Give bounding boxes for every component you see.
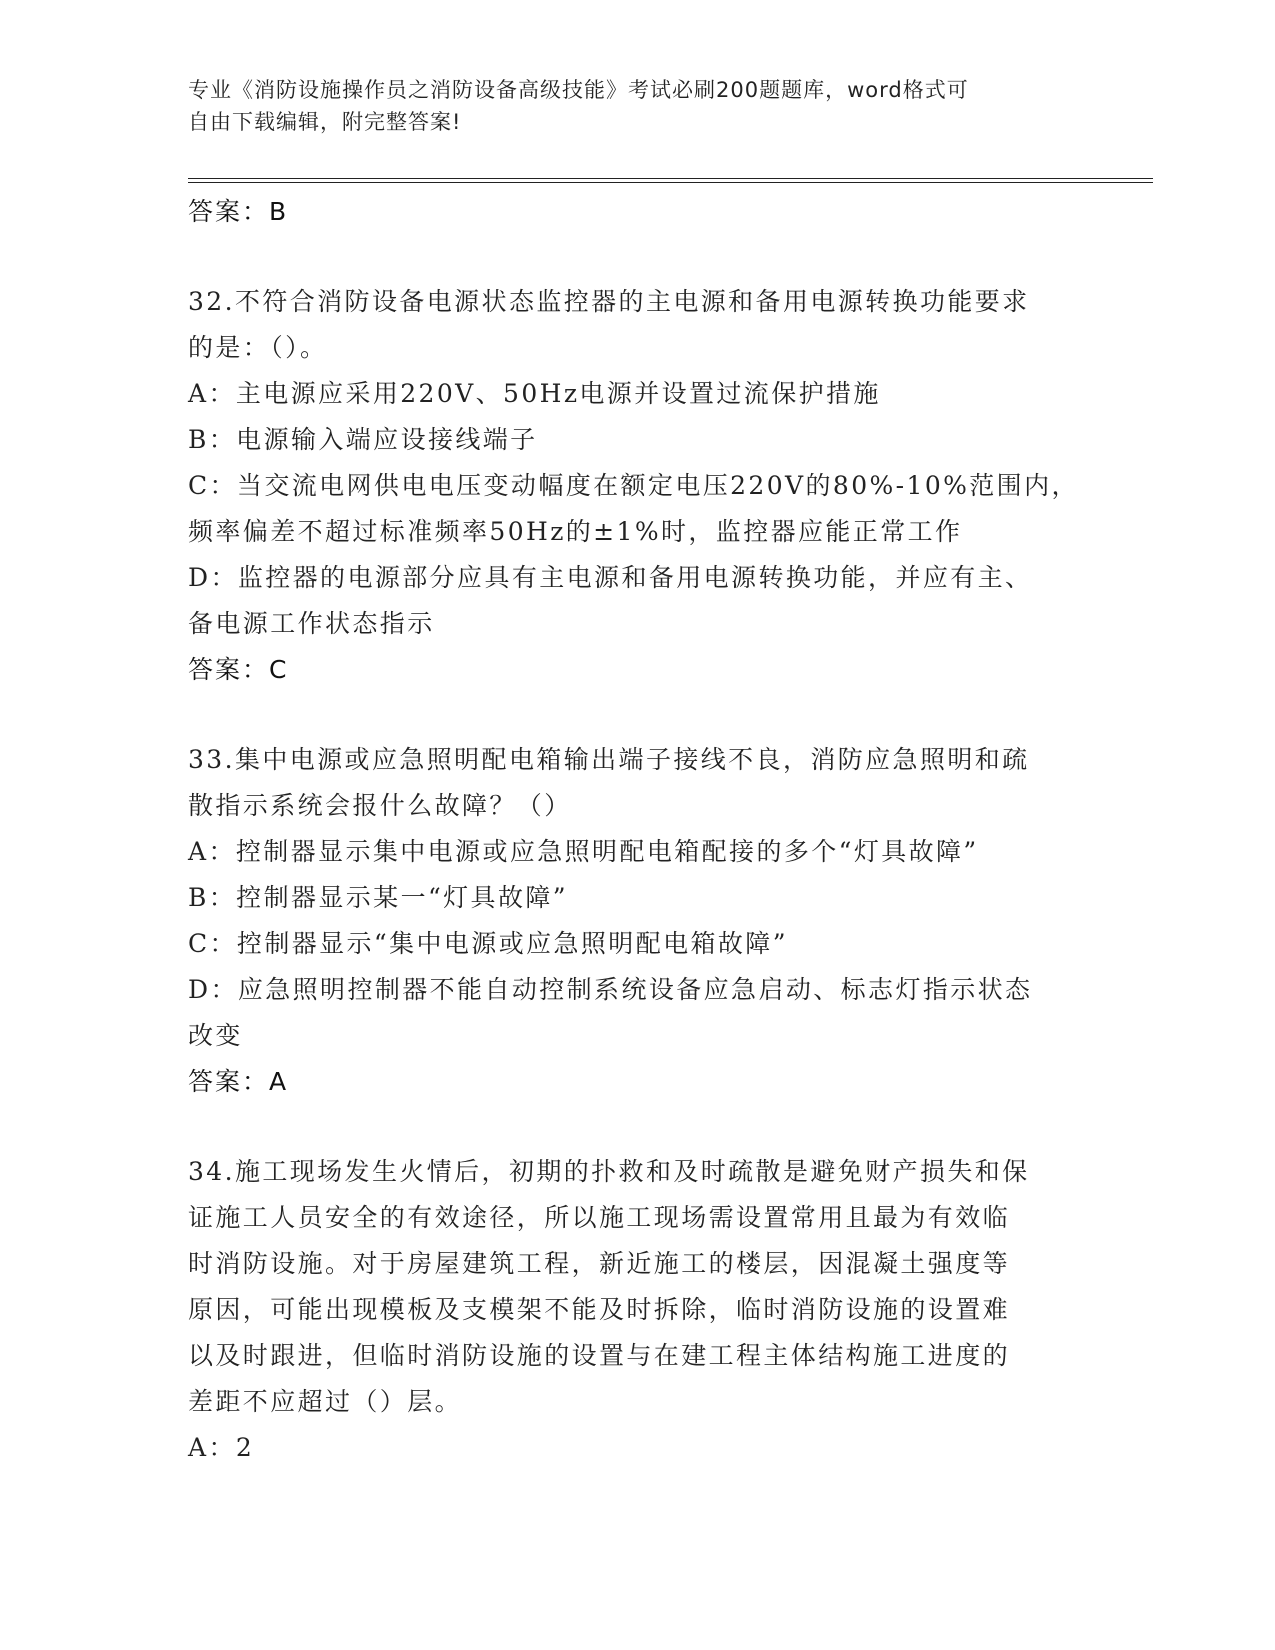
option-d-continued: 改变 [188, 1021, 243, 1050]
option-d-continued: 备电源工作状态指示 [188, 609, 435, 638]
option-a: A：主电源应采用220V、50Hz电源并设置过流保护措施 [188, 379, 881, 408]
question-stem-line: 以及时跟进，但临时消防设施的设置与在建工程主体结构施工进度的 [188, 1341, 1011, 1370]
option-c: C：当交流电网供电电压变动幅度在额定电压220V的80%-10%范围内， [188, 471, 1079, 500]
question-stem-line: 原因，可能出现模板及支模架不能及时拆除，临时消防设施的设置难 [188, 1295, 1011, 1324]
question-34 [188, 1149, 1088, 1471]
answer-label: 答案：C [188, 655, 289, 684]
spacer [188, 235, 1088, 279]
header-line-1: 专业《消防设施操作员之消防设备高级技能》考试必刷200题题库，word格式可 [188, 78, 969, 102]
question-content [188, 189, 1088, 1471]
option-a: A：控制器显示集中电源或应急照明配电箱配接的多个“灯具故障” [188, 837, 979, 866]
question-stem-line: 差距不应超过（）层。 [188, 1387, 463, 1416]
spacer [188, 1105, 1088, 1149]
question-stem-line: 的是：（）。 [188, 333, 328, 362]
question-stem-line: 时消防设施。对于房屋建筑工程，新近施工的楼层，因混凝土强度等 [188, 1249, 1011, 1278]
option-c-continued: 频率偏差不超过标准频率50Hz的±1%时，监控器应能正常工作 [188, 517, 963, 546]
question-33 [188, 737, 1088, 1105]
question-stem-line: 32.不符合消防设备电源状态监控器的主电源和备用电源转换功能要求 [188, 287, 1030, 316]
spacer [188, 693, 1088, 737]
option-b: B：控制器显示某一“灯具故障” [188, 883, 568, 912]
question-stem-line: 33.集中电源或应急照明配电箱输出端子接线不良，消防应急照明和疏 [188, 745, 1030, 774]
answer-label: 答案：A [188, 1067, 289, 1096]
option-a: A：2 [188, 1433, 255, 1462]
question-stem-line: 34.施工现场发生火情后，初期的扑救和及时疏散是避免财产损失和保 [188, 1157, 1030, 1186]
option-d: D：应急照明控制器不能自动控制系统设备应急启动、标志灯指示状态 [188, 975, 1033, 1004]
question-stem-line: 证施工人员安全的有效途径，所以施工现场需设置常用且最为有效临 [188, 1203, 1011, 1232]
header-line-2: 自由下载编辑，附完整答案! [188, 110, 462, 134]
option-b: B：电源输入端应设接线端子 [188, 425, 538, 454]
document-header [188, 74, 1068, 138]
header-divider-top [188, 178, 1153, 179]
option-c: C：控制器显示“集中电源或应急照明配电箱故障” [188, 929, 788, 958]
question-32 [188, 279, 1088, 693]
header-divider-bottom [188, 182, 1153, 183]
option-d: D：监控器的电源部分应具有主电源和备用电源转换功能，并应有主、 [188, 563, 1033, 592]
previous-answer: 答案：B [188, 197, 289, 226]
question-stem-line: 散指示系统会报什么故障？（） [188, 791, 572, 820]
